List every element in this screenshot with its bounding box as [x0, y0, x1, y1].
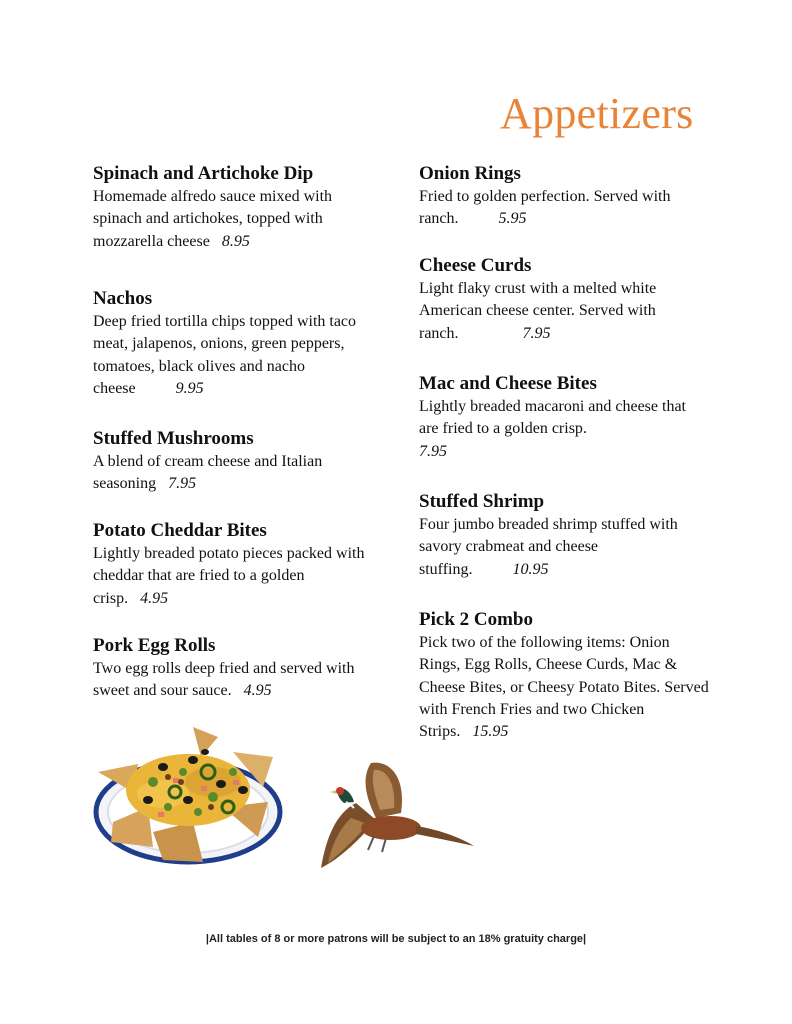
item-description [419, 186, 709, 231]
nachos-photo [93, 712, 283, 872]
menu-item [419, 490, 709, 608]
item-name: Nachos [93, 288, 153, 309]
item-price: 9.95 [175, 379, 204, 397]
item-description [93, 543, 383, 610]
menu-item [93, 519, 383, 634]
item-desc-text: Fried to golden perfection. Served with ranch. [419, 188, 671, 228]
item-price: 7.95 [168, 475, 197, 493]
menu-column-right [419, 162, 709, 743]
item-price: 4.95 [243, 682, 272, 700]
item-description [93, 451, 383, 496]
item-description [419, 514, 709, 581]
menu-item [93, 427, 383, 519]
item-price: 15.95 [472, 723, 509, 741]
item-price: 7.95 [522, 324, 551, 342]
item-price: 4.95 [140, 589, 169, 607]
menu-item [93, 162, 383, 287]
item-desc-text: Homemade alfredo sauce mixed with spinach and artichokes, topped with mozzarella cheese [93, 188, 333, 250]
item-desc-text: Light flaky crust with a melted white American cheese center. Served with ranch. [419, 280, 657, 342]
item-desc-text: Deep fried tortilla chips topped with taco meat, jalapenos, onions, green peppers, tomatoes, black olives and nacho cheese [93, 313, 357, 397]
item-desc-text: Pick two of the following items: Onion Rings, Egg Rolls, Cheese Curds, Mac & Cheese Bites, or Cheesy Potato Bites. Served with French Fries and two Chicken Strips. [419, 634, 709, 741]
item-name: Spinach and Artichoke Dip [93, 163, 314, 184]
menu-item [419, 372, 709, 490]
item-name: Pick 2 Combo [419, 609, 533, 630]
item-name: Pork Egg Rolls [93, 635, 216, 656]
menu-column-left [93, 162, 383, 703]
item-description [419, 396, 709, 463]
item-description [419, 278, 709, 345]
item-description [419, 632, 709, 743]
menu-item [93, 634, 383, 703]
item-desc-text: Two egg rolls deep fried and served with sweet and sour sauce. [93, 660, 355, 700]
menu-item [419, 254, 709, 372]
item-desc-text: Four jumbo breaded shrimp stuffed with savory crabmeat and cheese stuffing. [419, 516, 678, 578]
item-name: Stuffed Mushrooms [93, 428, 254, 449]
item-description [93, 311, 383, 400]
menu-item [419, 608, 709, 743]
gratuity-note: |All tables of 8 or more patrons will be subject to an 18% gratuity charge| [205, 933, 587, 945]
menu-item [93, 287, 383, 427]
page-title: Appetizers [500, 89, 694, 138]
item-description [93, 658, 383, 703]
item-name: Cheese Curds [419, 255, 532, 276]
item-name: Stuffed Shrimp [419, 491, 545, 512]
item-price: 8.95 [221, 232, 250, 250]
item-price: 10.95 [512, 560, 549, 578]
item-desc-text: Lightly breaded macaroni and cheese that are fried to a golden crisp. [419, 398, 686, 438]
item-price: 5.95 [498, 210, 527, 228]
item-description [93, 186, 383, 253]
item-name: Mac and Cheese Bites [419, 373, 597, 394]
item-desc-text: A blend of cream cheese and Italian seasoning [93, 453, 323, 493]
pheasant-illustration [316, 758, 476, 873]
item-desc-text: Lightly breaded potato pieces packed with cheddar that are fried to a golden crisp. [93, 545, 365, 607]
menu-item [419, 162, 709, 254]
item-name: Potato Cheddar Bites [93, 520, 267, 541]
item-price: 7.95 [419, 442, 447, 460]
item-name: Onion Rings [419, 163, 521, 184]
